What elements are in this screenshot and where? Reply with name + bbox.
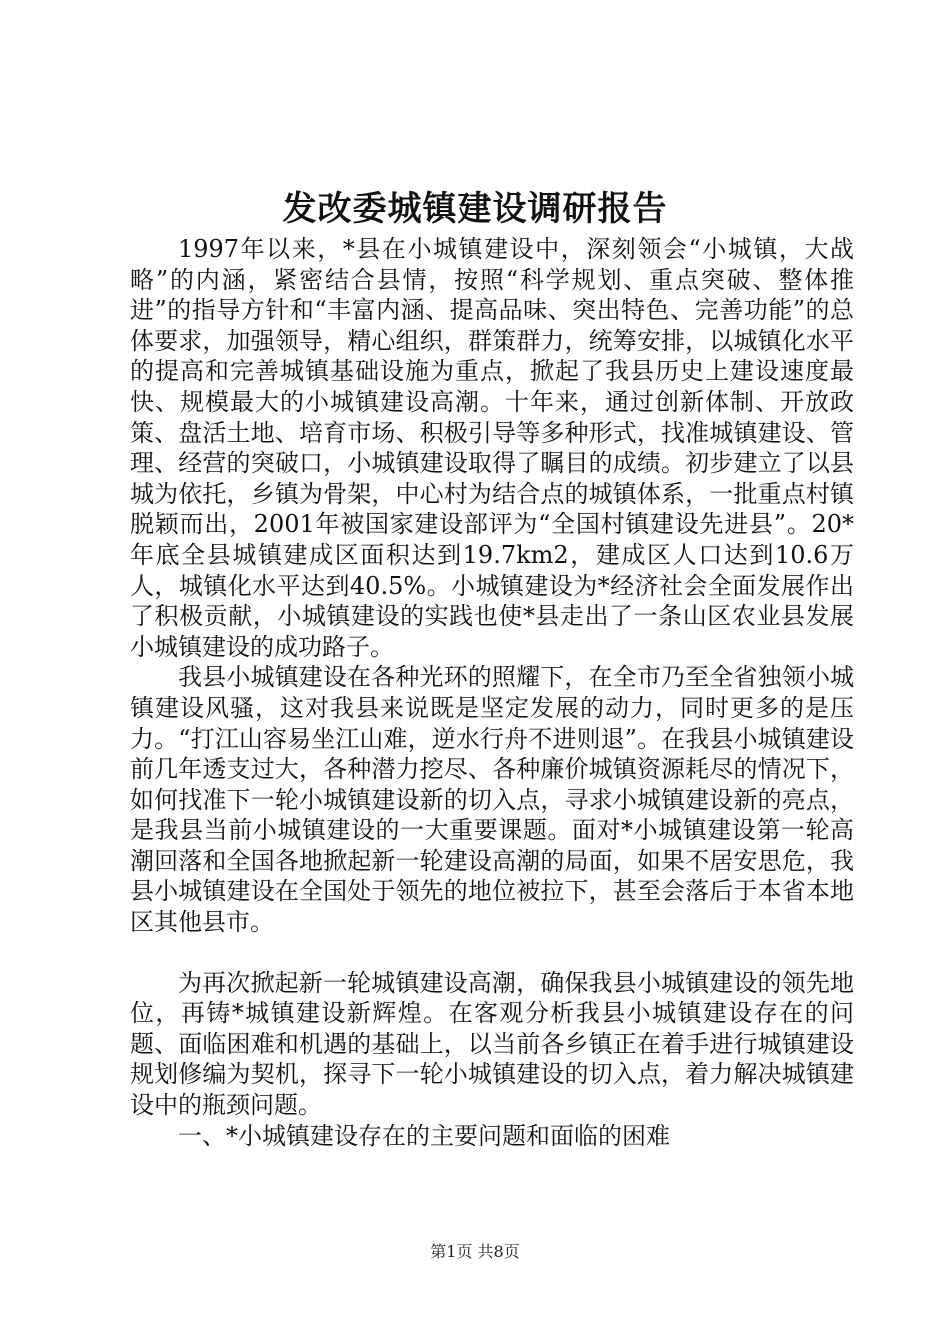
- document-title: 发改委城镇建设调研报告: [282, 189, 668, 229]
- page-number-footer: 第1页 共8页: [430, 1242, 520, 1261]
- document-body: [130, 234, 854, 1151]
- section-heading-1: 一、*小城镇建设存在的主要问题和面临的困难: [178, 1121, 670, 1150]
- paragraph-2: 我县小城镇建设在各种光环的照耀下，在全市乃至全省独领小城镇建设风骚，这对我县来说既是坚定发展的动力，同时更多的是压力。“打江山容易坐江山难，逆水行舟不进则退”。在我县小城镇建设前几年透支过大，各种潜力挖尽、各种廉价城镇资源耗尽的情况下，如何找准下一轮小城镇建设新的切入点，寻求小城镇建设新的亮点，是我县当前小城镇建设的一大重要课题。面对*小城镇建设第一轮高潮回落和全国各地掀起新一轮建设高潮的局面，如果不居安思危，我县小城镇建设在全国处于领先的地位被拉下，甚至会落后于本省本地区其他县市。: [130, 663, 854, 937]
- paragraph-3: 为再次掀起新一轮城镇建设高潮，确保我县小城镇建设的领先地位，再铸*城镇建设新辉煌。在客观分析我县小城镇建设存在的问题、面临困难和机遇的基础上，以当前各乡镇正在着手进行城镇建设规划修编为契机，探寻下一轮小城镇建设的切入点，着力解决城镇建设中的瓶颈问题。: [130, 968, 854, 1120]
- paragraph-1: 1997年以来，*县在小城镇建设中，深刻领会“小城镇，大战略”的内涵，紧密结合县情，按照“科学规划、重点突破、整体推进”的指导方针和“丰富内涵、提高品味、突出特色、完善功能”的总体要求，加强领导，精心组织，群策群力，统筹安排，以城镇化水平的提高和完善城镇基础设施为重点，掀起了我县历史上建设速度最快、规模最大的小城镇建设高潮。十年来，通过创新体制、开放政策、盘活土地、培育市场、积极引导等多种形式，找准城镇建设、管理、经营的突破口，小城镇建设取得了瞩目的成绩。初步建立了以县城为依托，乡镇为骨架，中心村为结合点的城镇体系，一批重点村镇脱颖而出，2001年被国家建设部评为“全国村镇建设先进县”。20*年底全县城镇建成区面积达到19.7km2，建成区人口达到10.6万人，城镇化水平达到40.5%。小城镇建设为*经济社会全面发展作出了积极贡献，小城镇建设的实践也使*县走出了一条山区农业县发展小城镇建设的成功路子。: [130, 235, 854, 661]
